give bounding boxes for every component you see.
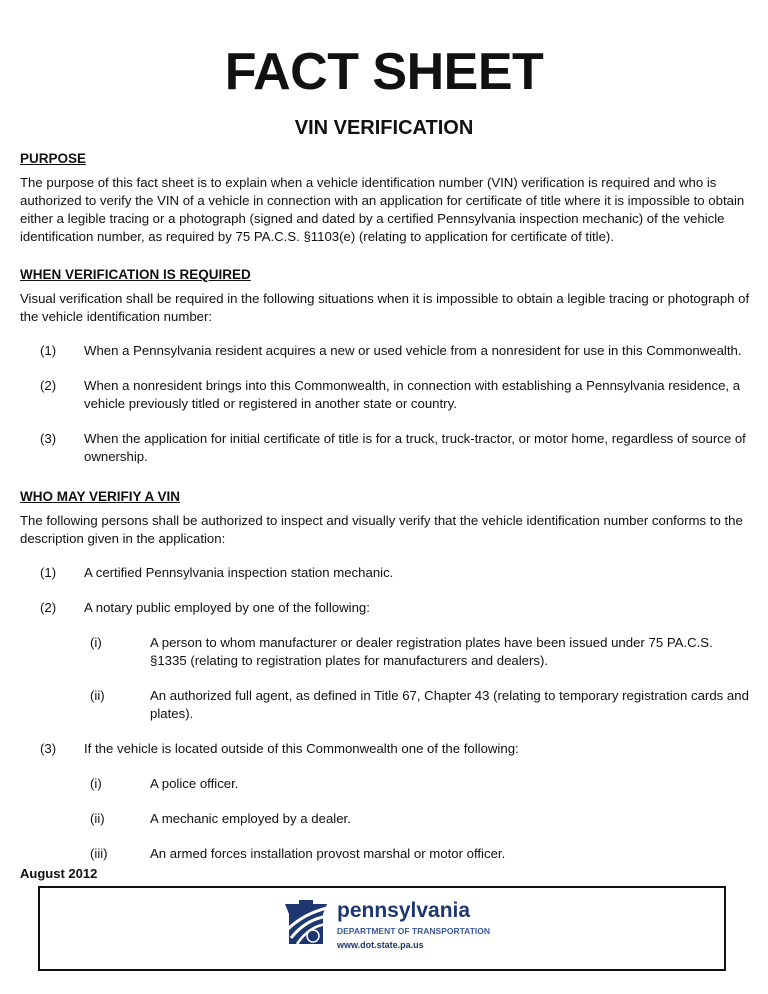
- document-subtitle: VIN VERIFICATION: [294, 117, 474, 139]
- brand-name: pennsylvania: [337, 899, 471, 922]
- penndot-logo: [283, 900, 490, 950]
- sub-list-item: [20, 687, 750, 723]
- list-item: [20, 377, 750, 413]
- document-body: [20, 150, 750, 880]
- keystone-icon: [283, 900, 329, 948]
- item-number: (ii): [90, 688, 105, 703]
- list-item: [20, 430, 750, 466]
- purpose-text: The purpose of this fact sheet is to explain when a vehicle identification number (VIN) verification is required and who is authorized to verify the VIN of a vehicle in connection with an application for certificate of title where it is impossible to obtain either a legible tracing or a photograph (signed and dated by a certified Pennsylvania inspection mechanic) of the vehicle identification number, as required by 75 PA.C.S. §1103(e) (relating to application for certificate of title).: [20, 175, 745, 244]
- item-text: When the application for initial certificate of title is for a truck, truck-tractor, or motor home, regardless of source of ownership.: [84, 431, 746, 464]
- sub-list-item: [20, 634, 750, 670]
- item-text: An authorized full agent, as defined in Title 67, Chapter 43 (relating to temporary registration cards and plates).: [150, 688, 749, 721]
- item-number: (iii): [90, 846, 108, 861]
- when-heading: WHEN VERIFICATION IS REQUIRED: [20, 267, 251, 282]
- item-text: A notary public employed by one of the following:: [84, 600, 370, 615]
- who-heading: WHO MAY VERIFIY A VIN: [20, 489, 181, 504]
- who-intro: The following persons shall be authorized to inspect and visually verify that the vehicle identification number conforms to the description given in the application:: [20, 513, 743, 546]
- item-number: (i): [90, 635, 102, 650]
- list-item: [20, 342, 750, 360]
- item-number: (3): [40, 741, 57, 756]
- document-title: FACT SHEET: [224, 43, 544, 101]
- item-text: A person to whom manufacturer or dealer registration plates have been issued under 75 PA.C.S. §1335 (relating to registration plates for manufacturers and dealers).: [150, 635, 713, 668]
- website-link[interactable]: www.dot.state.pa.us: [337, 940, 424, 950]
- list-item: [20, 564, 750, 582]
- item-text: A certified Pennsylvania inspection station mechanic.: [84, 565, 394, 580]
- list-item: [20, 599, 750, 617]
- brand-department: DEPARTMENT OF TRANSPORTATION: [337, 926, 490, 936]
- when-intro: Visual verification shall be required in the following situations when it is impossible to obtain a legible tracing or photograph of the vehicle identification number:: [20, 291, 750, 324]
- item-number: (ii): [90, 811, 105, 826]
- item-number: (i): [90, 776, 102, 791]
- item-text: An armed forces installation provost marshal or motor officer.: [150, 846, 506, 861]
- item-text: If the vehicle is located outside of this Commonwealth one of the following:: [84, 741, 519, 756]
- document-date: August 2012: [20, 866, 98, 881]
- item-number: (1): [40, 343, 57, 358]
- sub-list-item: [20, 845, 750, 863]
- footer-box: [38, 886, 726, 971]
- item-text: When a Pennsylvania resident acquires a new or used vehicle from a nonresident for use in this Commonwealth.: [84, 343, 742, 358]
- purpose-heading: PURPOSE: [20, 151, 87, 166]
- list-item: [20, 740, 750, 758]
- item-number: (2): [40, 600, 57, 615]
- item-number: (2): [40, 378, 57, 393]
- item-number: (1): [40, 565, 57, 580]
- item-number: (3): [40, 431, 57, 446]
- item-text: A mechanic employed by a dealer.: [150, 811, 351, 826]
- item-text: When a nonresident brings into this Commonwealth, in connection with establishing a Pennsylvania residence, a vehicle previously titled or registered in another state or country.: [84, 378, 741, 411]
- sub-list-item: [20, 775, 750, 793]
- sub-list-item: [20, 810, 750, 828]
- item-text: A police officer.: [150, 776, 239, 791]
